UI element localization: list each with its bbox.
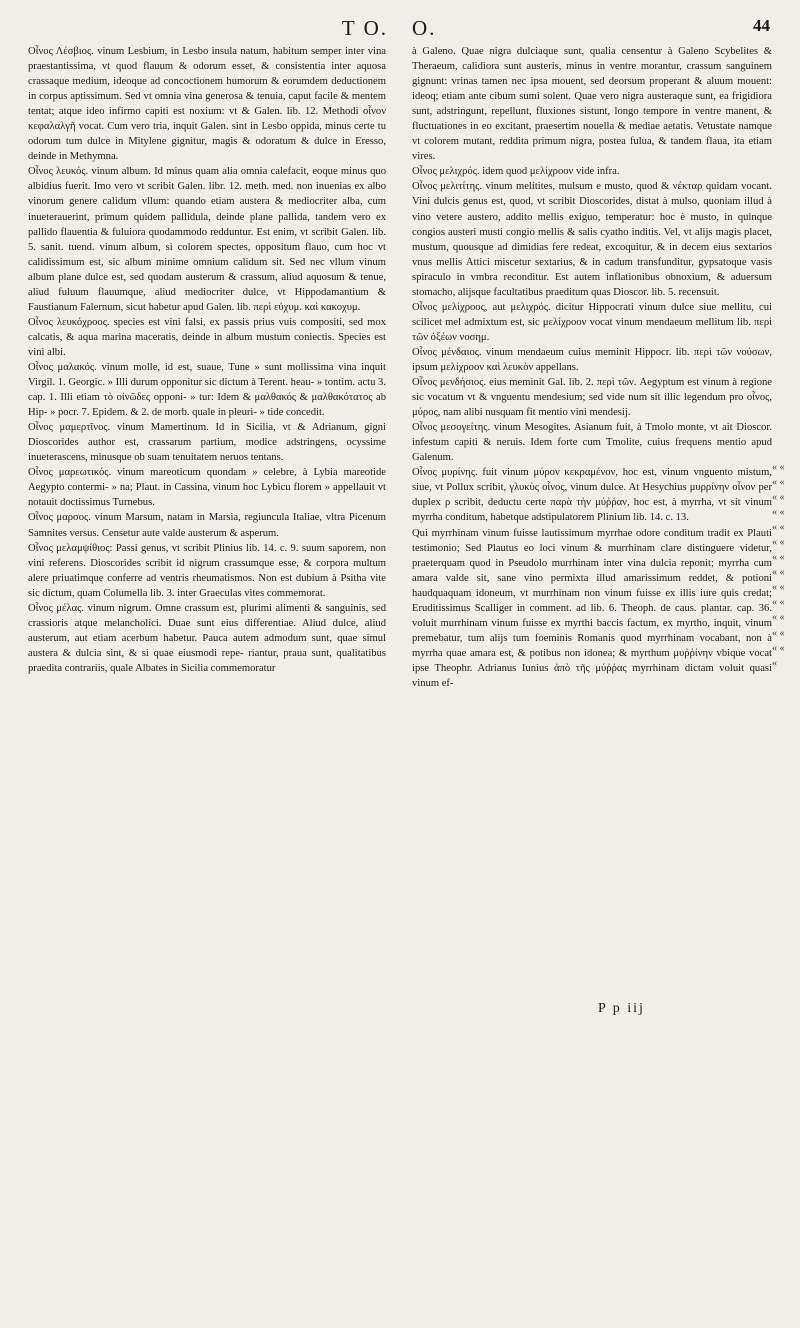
page-number: 44 xyxy=(753,16,770,35)
running-header xyxy=(0,16,800,38)
right-column xyxy=(412,44,772,691)
quotation-margin-marks: « « « « « « « « « « « « « « « « « « « « « « « « « « « xyxy=(772,462,785,669)
left-column xyxy=(28,44,386,676)
entry-mendaios: Οἶνος μένδαιος. vinum mendaeum cuius meminit Hippocr. lib. περὶ τῶν νούσων, ipsum μελίχροον καὶ λευκὸν appellans. xyxy=(412,346,772,373)
entry-mendesios: Οἶνος μενδήσιος. eius meminit Gal. lib. 2. περὶ τῶν. Aegyptum est vinum à regione sic vocatum vt & vnguentu mendesium; sed vide num sit illic legendum pro οἶνος, μύρος, nam alibi nusquam fit mentio vini mendesij. xyxy=(412,377,772,419)
entry-melichros: Οἶνος μελιχρός. idem quod μελίχροον vide infra. xyxy=(412,166,620,178)
entry-mesogeites: Οἶνος μεσογείτης. vinum Mesogites. Asianum fuit, à Tmolo monte, vt ait Dioscor. infestum capiti & neruis. Idem forte cum Tmolite, cuius frequens mentio apud Galenum. xyxy=(412,422,772,464)
entry-melitites: Οἶνος μελιτίτης. vinum melitites, mulsum e musto, quod & νέκταρ quidam vocant. Vini dulcis genus est, quod, vt scribit Dioscorides, distat à mulso, quoniam illud à vino vetere austero, addito mellis exiguo, temperatur: hoc è musto, in quinque congios austeri musti congio mellis & salis cyatho inditis. Vel, vt alijs magis placet, mustum, quousque ad dimidias fere redeat, excoquitur, & in decem eius sextarios vnus mellis Attici miscetur sextarius, & in cadum transfunditur, gypsatoque vasis spiraculo in vmbra reconditur. Est autem inflationibus obnoxium, & aduersum stomacho, alijsque facultatibus praeditum quas Dioscor. lib. 5. recensuit. xyxy=(412,181,772,298)
entry-leukochroos: Οἶνος λευκόχροος. species est vini falsi, ex passis prius vuis compositi, sed mox calcatis, & aqua marina maceratis, deinde in album mustum coniectis. Species est vini albi. xyxy=(28,316,386,358)
entry-mamertinos: Οἶνος μαμερτῖνος. vinum Mamertinum. Id in Sicilia, vt & Adrianum, gigni Dioscorides author est, crassarum partium, modice adstringens, ocyssime inueterascens, minusque ob suam tenuitatem neruos tentans. xyxy=(28,422,386,464)
entry-mareotikos: Οἶνος μαρεωτικός. vinum mareoticum quondam » celebre, à Lybia mareotide Aegypto contermi- » na; Plaut. in Cassina, vinum hoc Lybicu florem » appellauit vt notauit doctissimus Turnebus. xyxy=(28,467,386,509)
entry-melas-continued: à Galeno. Quae nigra dulciaque sunt, qualia censentur à Galeno Scybelites & Theraeum, calidiora sunt austeris, minus in ventre morantur, crassum sanguinem gignunt: vrinas tamen nec ipsa mouent, sed deorsum properant & aluum mouent: ideoq; etiam ante cibum sumi solent. Quae vero nigra austeraque sunt, ea frigidiora sunt, adstringunt, repellunt, fluxiones sistunt, longo tempore in ventre manent, & fluctuationes in eo excitant, praesertim nouella & mediae aetatis. Vetustate namque vt colorem mutant, reddita primum nigra, postea fulua, & tandem flaua, ita etiam vires. xyxy=(412,46,772,163)
entry-myrrhinam-note: Qui myrrhinam vinum fuisse lautissimum myrrhae odore conditum tradit ex Plauti testimonio; Sed Plautus eo loci vinum & murrhinam clare distinguere videtur, praeterquam quod in Pseudolo murrhinam inter vina dulcia reponit; myrrha cum amara valde sit, sane vino permixta illud amarissimum reddet, & potioni haudquaquam idoneum, vt murrhinam non vinum fuisse ex illis iure quis credat; Eruditissimus Scalliger in comment. ad lib. 6. Theoph. de caus. plantar. cap. 36. voluit murrhinam vinum fuisse ex myrthi baccis factum, ex myrtho, inquit, vinum premebatur, tum alijs tum foeminis Romanis quod myrrhinam vocabant, non à myrrha quae amara est, & potibus non idonea; & myrthum μυῤῥίνην vbique vocat ipse Theophr. Adrianus Iunius ἀπὸ τῆς μύῤῥας myrrhinam dictam voluit quasi vinum ef- xyxy=(412,527,772,689)
entry-malakos: Οἶνος μαλακός. vinum molle, id est, suaue, Tune » sunt mollissima vina inquit Virgil. 1. Georgic. » Illi durum opponitur sic dictum à Terent. heau- » tontim. actu 3. cap. 1. Illi etiam τὸ οἰνῶδες opponi- » tur: Idem & μαλθακός & μαλθακότατος ab Hip- » pocr. 7. Epidem. & 2. de morb. quale in pleuri- » tide concedit. xyxy=(28,361,386,419)
entry-myrines: Οἶνος μυρίνης. fuit vinum μύρον κεκραμένον, hoc est, vinum vnguento mistum, siue, vt Pollux scribit, γλυκὺς οἶνος, vinum dulce. At Hesychius μυρρίνην οἶνον per duplex ρ scribit, deductu certe παρὰ τὴν μύῤῥαν, hoc est, à myrrha, vt sit vinum myrrha conditum, habetque adstipulatorem Plinium lib. 14. c. 13. xyxy=(412,467,772,524)
entry-leukos: Οἶνος λευκός. vinum album. Id minus quam alia omnia calefacit, eoque minus quo albidius fuerit. Imo vero vt scribit Galen. libr. 12. meth. med. non inuenias ex albo vinorum genere calidum vllum: quando etiam austera & mediocriter alba, cum inueterauerint, primum quidem pallidula, deinde plane pallida, tandem vero ex pallido flauentia & fuluiora quodammodo redduntur. Est enim, vt scribit Galen. lib. 5. sanit. tuend. vinum album, si colorem spectes, oppositum flauo, cum hoc vt calidissimum est, sic album minime omnium calidum sit. Sed nec vllum vinum album plane dulce est, sed quodam austerum & crassum, aliud aquosum & tenue, aliud fuluum flauumque, aliud mediocriter dulce, vt Hippodamantium & Faustianum Falernum, sicut habetur apud Galen. lib. περὶ εὐχυμ. καὶ κακοχυμ. xyxy=(28,166,386,313)
right-running-head: O. xyxy=(412,16,437,40)
entry-marsos: Οἶνος μαρσος. vinum Marsum, natam in Marsia, regiuncula Italiae, vltra Picenum Samnites versus. Censetur aute valde austerum & asperum. xyxy=(28,512,386,539)
entry-melampsithios: Οἶνος μελαμψίθιος: Passi genus, vt scribit Plinius lib. 14. c. 9. suum saporem, non vini referens. Dioscorides scribit id nigrum crassumque esse, & corpora multum alere priuatimque conferre ad ventris rheumatismos. Non est dubium à Psitha vite sic dictum, quam Columella lib. 3. inter Graeculas vites commemorat. xyxy=(28,542,386,599)
entry-melas: Οἶνος μέλας. vinum nigrum. Omne crassum est, plurimi alimenti & sanguinis, sed crassioris atque melancholici. Duae sunt eius differentiae. Aliud dulce, aliud austerum, aut etiam acerbum habetur. Pauca autem admodum sunt, quae simul austera & dulcia sint, & si quae eiusmodi repe- riantur, praua sunt, qualitatibus praedita contrariis, quale Albates in Sicilia commemoratur xyxy=(28,602,386,674)
entry-melichroos: Οἶνος μελίχροος, aut μελιχρός. dicitur Hippocrati vinum dulce siue mellitu, cui scilicet mel admixtum est, sic μελίχροον vocat vinum mendaeum mellitum lib. περὶ τῶν ὀξέων νοσημ. xyxy=(412,301,772,343)
left-running-head: T O. xyxy=(341,16,388,40)
signature-mark: P p iij xyxy=(598,1001,645,1016)
entry-lesbios: Οἶνος Λέσβιος. vinum Lesbium, in Lesbo insula natum, habitum semper inter vina praestantissima, vt quod flauum & odorum esset, & consistentia inter aquosa crassaque medium, ideoque ad concoctionem humorum & eorumdem deductionem in corpus aptissimum. Sed vt omnia vina generosa & tenuia, caput facile & mentem tentat; atque ideo infirmo capiti est noxium: vt & Galen. lib. 12. Methodi οἶνον κεφαλαλγῆ vocat. Cum vero tria, inquit Galen. sint in Lesbo oppida, minus certe tu odorum tum dulce in Mitylene gignitur, magis & odoratum & dulce in Eresso, deinde in Methymna. xyxy=(28,46,386,163)
